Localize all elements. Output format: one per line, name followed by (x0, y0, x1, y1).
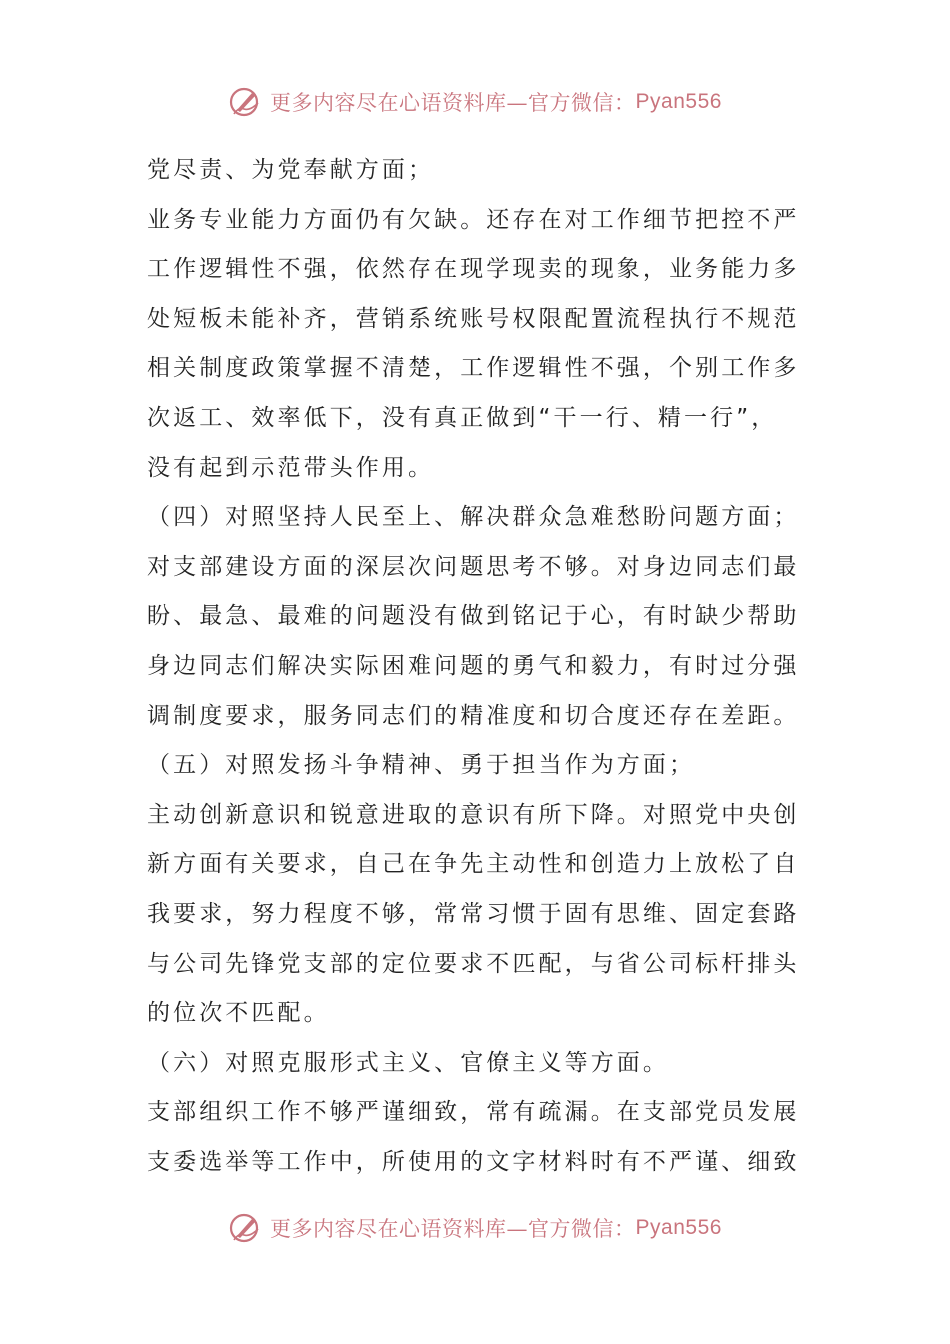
text-line: 处短板未能补齐，营销系统账号权限配置流程执行不规范 (147, 305, 800, 332)
document-body (147, 146, 807, 1187)
text-line: 党尽责、为党奉献方面； (147, 157, 435, 183)
text-line: 主动创新意识和锐意进取的意识有所下降。对照党中央创 (147, 801, 800, 828)
text-line: 工作逻辑性不强，依然存在现学现卖的现象，业务能力多 (147, 256, 800, 283)
text-line: 支部组织工作不够严谨细致，常有疏漏。在支部党员发展 (147, 1099, 800, 1126)
text-line: 没有起到示范带头作用。 (147, 454, 435, 481)
text-line: 身边同志们解决实际困难问题的勇气和毅力，有时过分强 (147, 652, 800, 679)
section-heading-5: （五）对照发扬斗争精神、勇于担当作为方面； (147, 752, 696, 779)
watermark-wechat-id: Pyan556 (635, 1216, 722, 1239)
text-line: 盼、最急、最难的问题没有做到铭记于心，有时缺少帮助 (147, 603, 800, 630)
text-line: 业务专业能力方面仍有欠缺。还存在对工作细节把控不严 (147, 206, 800, 233)
watermark-wechat-id: Pyan556 (635, 90, 722, 113)
text-line: 的位次不匹配。 (147, 1000, 330, 1027)
watermark-text: 更多内容尽在心语资料库—官方微信： (270, 91, 636, 115)
pen-logo-icon (228, 1211, 262, 1245)
text-line: 与公司先锋党支部的定位要求不匹配，与省公司标杆排头 (147, 950, 800, 977)
text-line: 新方面有关要求，自己在争先主动性和创造力上放松了自 (147, 851, 800, 878)
watermark-text: 更多内容尽在心语资料库—官方微信： (270, 1217, 636, 1241)
section-heading-4: （四）对照坚持人民至上、解决群众急难愁盼问题方面； (147, 504, 800, 531)
text-line: 支委选举等工作中，所使用的文字材料时有不严谨、细致 (147, 1148, 800, 1175)
section-heading-6: （六）对照克服形式主义、官僚主义等方面。 (147, 1049, 669, 1076)
pen-logo-icon (228, 85, 262, 119)
text-line: 相关制度政策掌握不清楚，工作逻辑性不强，个别工作多 (147, 355, 800, 382)
text-line: 我要求，努力程度不够，常常习惯于固有思维、固定套路 (147, 900, 800, 927)
footer-watermark (0, 1208, 950, 1248)
text-line: 调制度要求，服务同志们的精准度和切合度还存在差距。 (147, 702, 800, 729)
header-watermark (0, 82, 950, 122)
text-line: 对支部建设方面的深层次问题思考不够。对身边同志们最 (147, 553, 800, 580)
text-line: 次返工、效率低下，没有真正做到“干一行、精一行”， (147, 404, 778, 431)
